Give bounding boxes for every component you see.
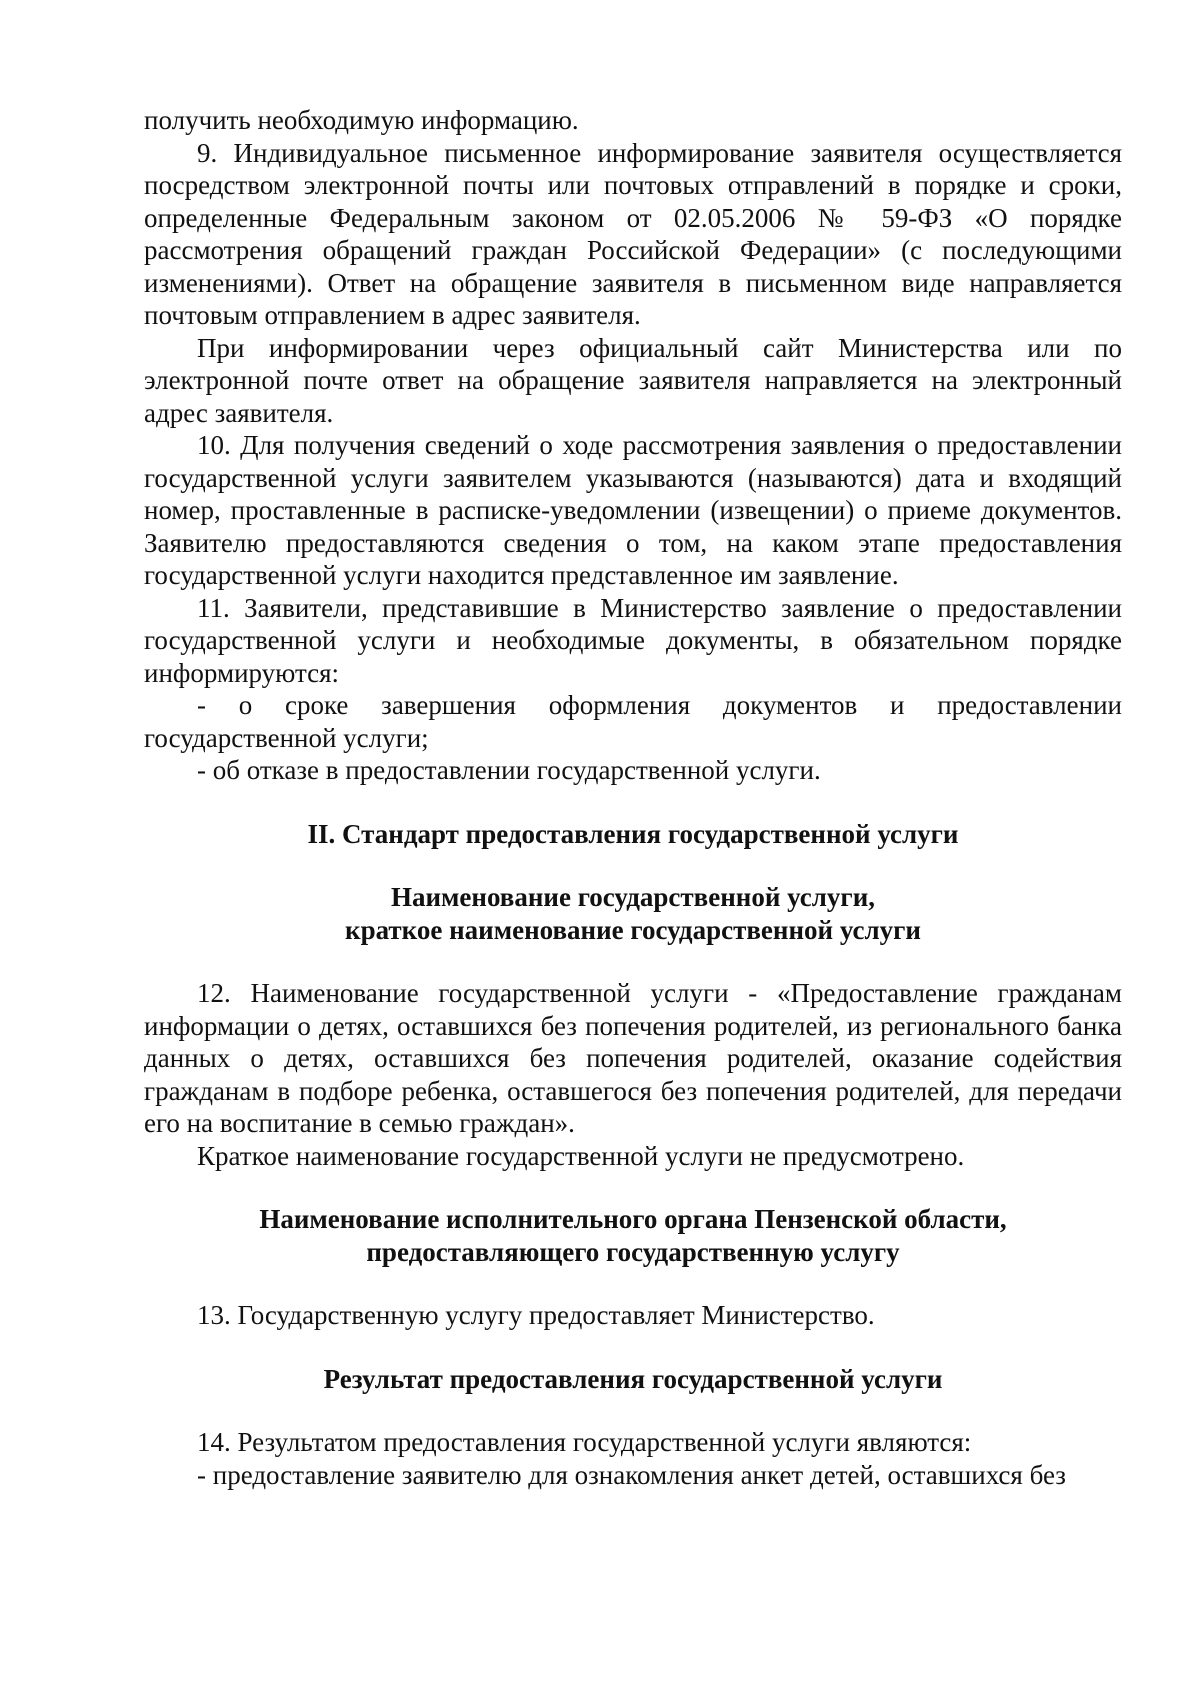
service-name-heading-line2: краткое наименование государственной услуги — [345, 914, 921, 945]
result-heading: Результат предоставления государственной услуги — [323, 1363, 943, 1394]
service-name-heading-line1: Наименование государственной услуги, — [390, 882, 876, 912]
paragraph-10: 10. Для получения сведений о ходе рассмотрения заявления о предоставлении государственной услуги заявителем указываются (называются) дата и входящий номер, проставленные в расписке-уведомлении (извещении) о приеме документов. Заявителю предоставляются сведения о том, на каком этапе предоставления государственной услуги находится представленное им заявление. — [144, 430, 1122, 590]
executive-organ-heading-line2: предоставляющего государственную услугу — [366, 1236, 900, 1267]
paragraph-website-info: При информировании через официальный сайт Министерства или по электронной почте ответ на обращение заявителя направляется на электронный адрес заявителя. — [144, 332, 1122, 428]
executive-organ-heading — [144, 1203, 1122, 1268]
paragraph-11: 11. Заявители, представившие в Министерство заявление о предоставлении государственной услуги и необходимые документы, в обязательном порядке информируются: — [144, 592, 1122, 688]
list-item-refusal: - об отказе в предоставлении государственной услуги. — [197, 755, 821, 785]
paragraph-12: 12. Наименование государственной услуги - «Предоставление гражданам информации о детях, оставшихся без попечения родителей, из регионального банка данных о детях, оставшихся без попечения родителей, оказание содействия гражданам в подборе ребенка, оставшегося без попечения родителей, для передачи его на воспитание в семью граждан». — [144, 978, 1122, 1138]
paragraph-14: 14. Результатом предоставления государственной услуги являются: — [197, 1427, 972, 1457]
document-page — [144, 104, 1122, 1491]
section-ii-heading: II. Стандарт предоставления государственной услуги — [307, 818, 959, 849]
list-item-questionnaires: - предоставление заявителю для ознакомления анкет детей, оставшихся без — [197, 1459, 1066, 1490]
paragraph-short-name: Краткое наименование государственной услуги не предусмотрено. — [197, 1140, 965, 1171]
paragraph-continuation: получить необходимую информацию. — [144, 105, 579, 135]
paragraph-13: 13. Государственную услугу предоставляет Министерство. — [197, 1300, 875, 1330]
paragraph-9: 9. Индивидуальное письменное информирование заявителя осуществляется посредством электронной почты или почтовых отправлений в порядке и сроки, определенные Федеральным законом от 02.05.2006 № 59-ФЗ «О порядке рассмотрения обращений граждан Российской Федерации» (с последующими изменениями). Ответ на обращение заявителя в письменном виде направляется почтовым отправлением в адрес заявителя. — [144, 137, 1122, 330]
service-name-heading — [144, 881, 1122, 946]
executive-organ-heading-line1: Наименование исполнительного органа Пензенской области, — [259, 1204, 1007, 1234]
list-item-term: - о сроке завершения оформления документов и предоставлении государственной услуги; — [144, 690, 1122, 753]
